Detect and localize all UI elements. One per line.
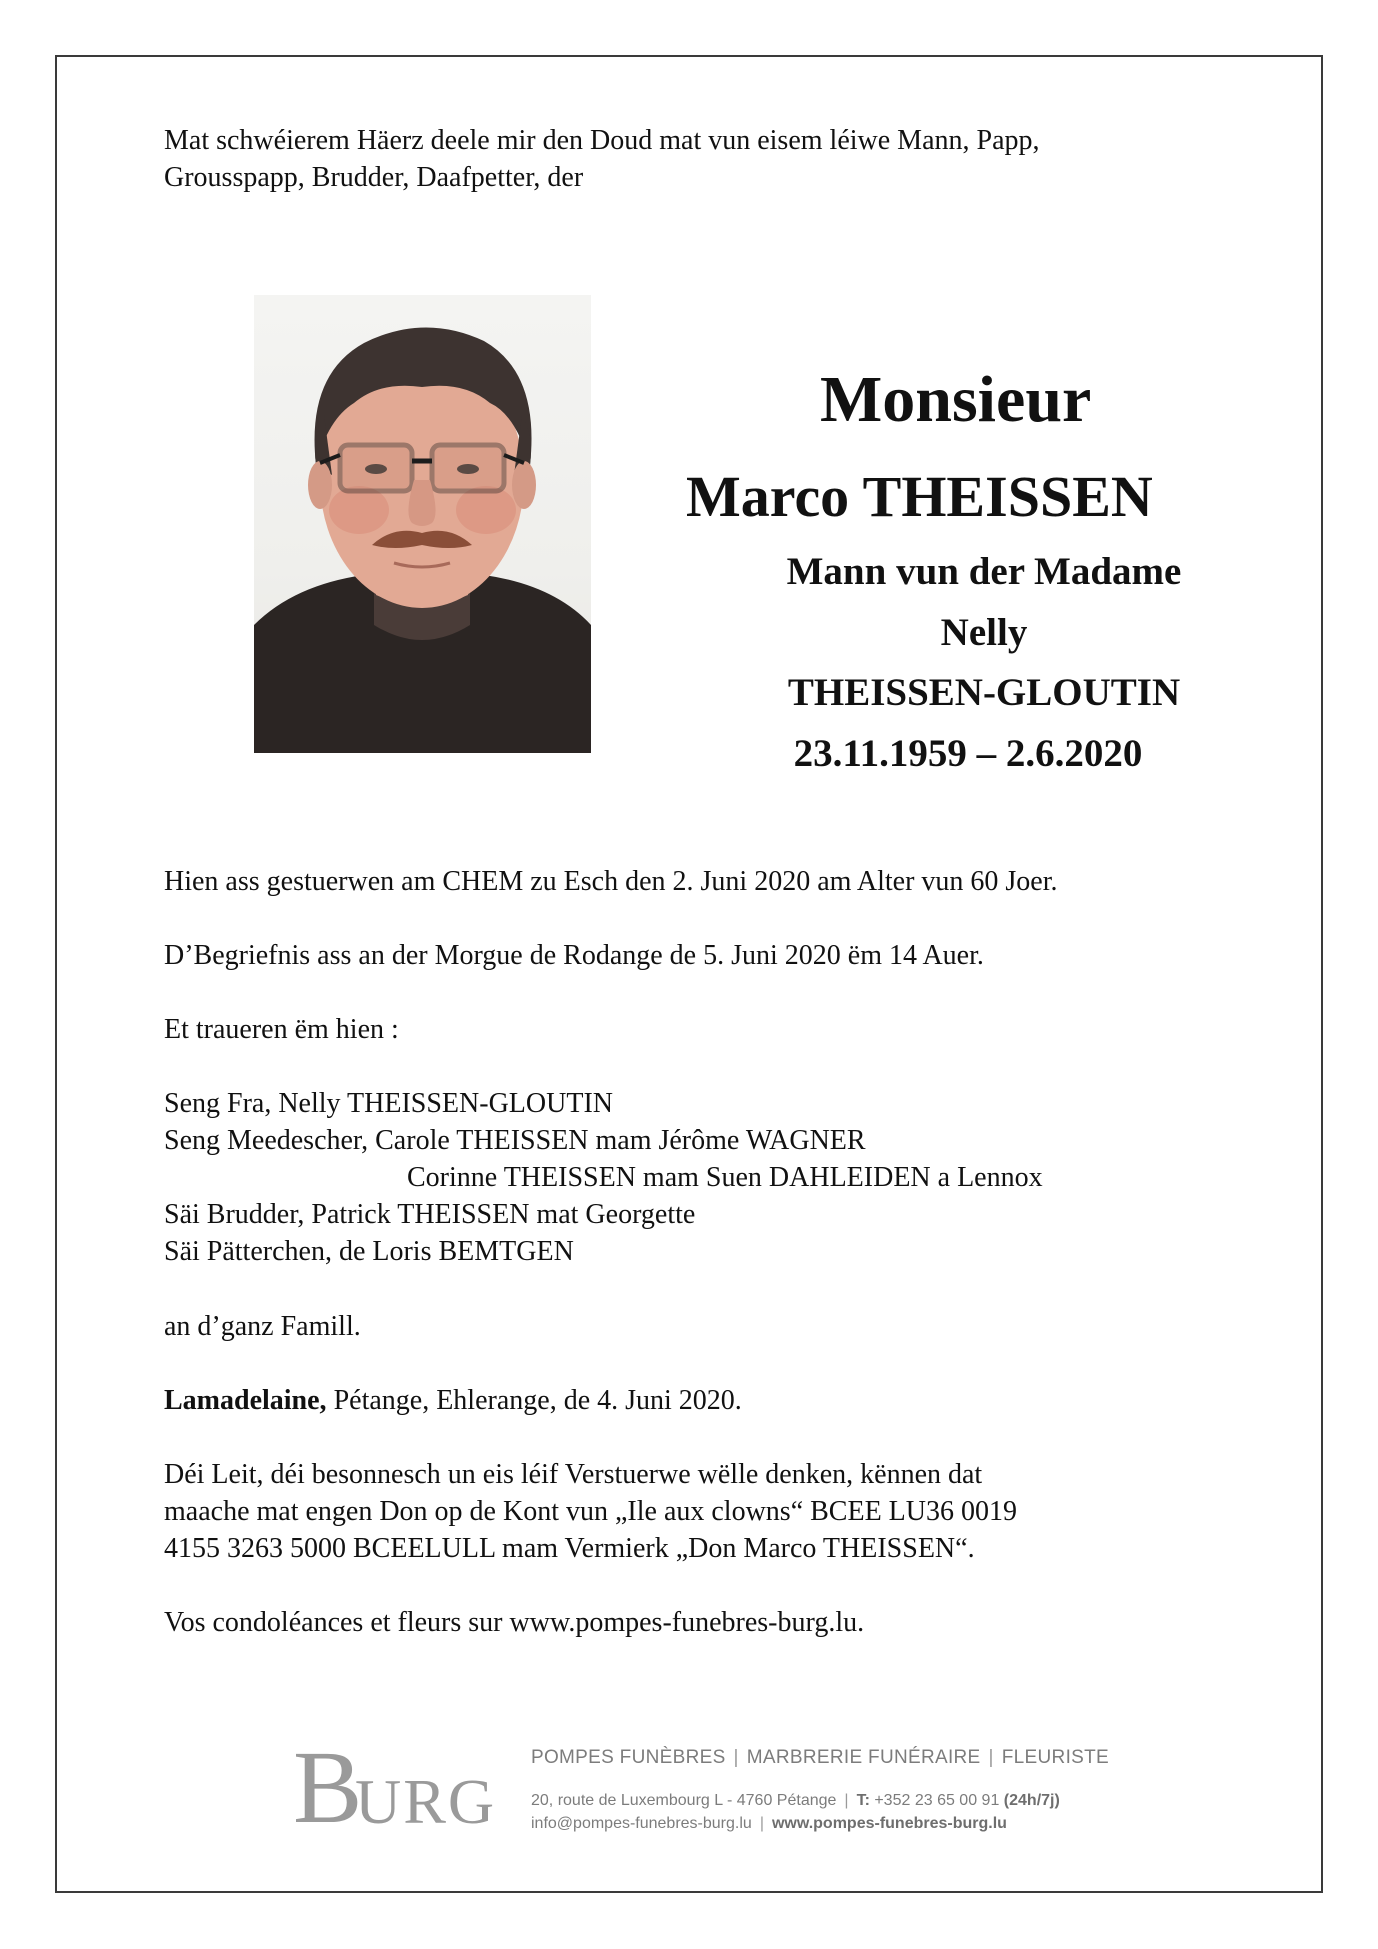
spouse-first-name: Nelly <box>940 611 1028 654</box>
spouse-last-name: THEISSEN-GLOUTIN <box>787 671 1181 714</box>
separator: | <box>759 1815 764 1832</box>
footer-contact-line <box>531 1815 1007 1833</box>
separator: | <box>988 1747 994 1768</box>
donation-line-3: 4155 3263 5000 BCEELULL mam Vermierk „Don Marco THEISSEN“. <box>164 1533 975 1564</box>
mourner-item: Corinne THEISSEN mam Suen DAHLEIDEN a Lennox <box>407 1162 1043 1193</box>
logo-letters-urg: URG <box>355 1766 497 1837</box>
portrait-photo <box>254 295 591 753</box>
phone-hours: (24h/7j) <box>1003 1792 1060 1809</box>
place-rest: Pétange, Ehlerange, de 4. Juni 2020. <box>326 1385 742 1416</box>
service-marble: MARBRERIE FUNÉRAIRE <box>746 1747 981 1768</box>
funeral-notice: D’Begriefnis ass an der Morgue de Rodange de 5. Juni 2020 ëm 14 Auer. <box>164 940 984 971</box>
donation-line-1: Déi Leit, déi besonnesch un eis léif Verstuerwe wëlle denken, kënnen dat <box>164 1459 983 1490</box>
footer-address: 20, route de Luxembourg L - 4760 Pétange <box>531 1792 837 1809</box>
logo-letter-b: B <box>293 1730 363 1845</box>
death-notice: Hien ass gestuerwen am CHEM zu Esch den 2. Juni 2020 am Alter vun 60 Joer. <box>164 866 1058 897</box>
donation-line-2: maache mat engen Don op de Kont vun „Ile aux clowns“ BCEE LU36 0019 <box>164 1496 1018 1527</box>
intro-text <box>164 122 1040 196</box>
intro-line-2: Grousspapp, Brudder, Daafpetter, der <box>164 162 584 193</box>
burg-logo <box>293 1730 497 1845</box>
separator: | <box>844 1792 849 1809</box>
place-bold: Lamadelaine, <box>164 1385 327 1416</box>
footer-services <box>531 1747 1109 1769</box>
footer-address-line <box>531 1792 1060 1810</box>
footer-phone: +352 23 65 00 91 <box>869 1792 1004 1809</box>
mourner-item: Seng Meedescher, Carole THEISSEN mam Jérôme WAGNER <box>164 1125 866 1156</box>
mourners-list <box>164 1085 1043 1270</box>
place-date-line <box>164 1382 742 1419</box>
footer-website[interactable]: www.pompes-funebres-burg.lu <box>771 1815 1007 1832</box>
family-line: an d’ganz Famill. <box>164 1311 361 1342</box>
donation-notice <box>164 1456 1017 1567</box>
separator: | <box>733 1747 739 1768</box>
deceased-honorific: Monsieur <box>820 363 1092 436</box>
footer-email[interactable]: info@pompes-funebres-burg.lu <box>531 1815 752 1832</box>
life-dates: 23.11.1959 – 2.6.2020 <box>793 732 1143 775</box>
service-florist: FLEURISTE <box>1001 1747 1109 1768</box>
mourners-intro: Et traueren ëm hien : <box>164 1014 399 1045</box>
mourner-item: Seng Fra, Nelly THEISSEN-GLOUTIN <box>164 1088 613 1119</box>
service-funeral: POMPES FUNÈBRES <box>531 1747 726 1768</box>
deceased-name: Marco THEISSEN <box>686 464 1153 529</box>
condolences-line: Vos condoléances et fleurs sur www.pompes-funebres-burg.lu. <box>164 1607 865 1638</box>
relation-text: Mann vun der Madame <box>786 550 1182 593</box>
mourner-item: Säi Pätterchen, de Loris BEMTGEN <box>164 1236 574 1267</box>
mourner-item: Säi Brudder, Patrick THEISSEN mat Georgette <box>164 1199 696 1230</box>
intro-line-1: Mat schwéierem Häerz deele mir den Doud mat vun eisem léiwe Mann, Papp, <box>164 125 1040 156</box>
phone-label: T: <box>856 1792 870 1809</box>
portrait-illustration <box>254 295 591 753</box>
